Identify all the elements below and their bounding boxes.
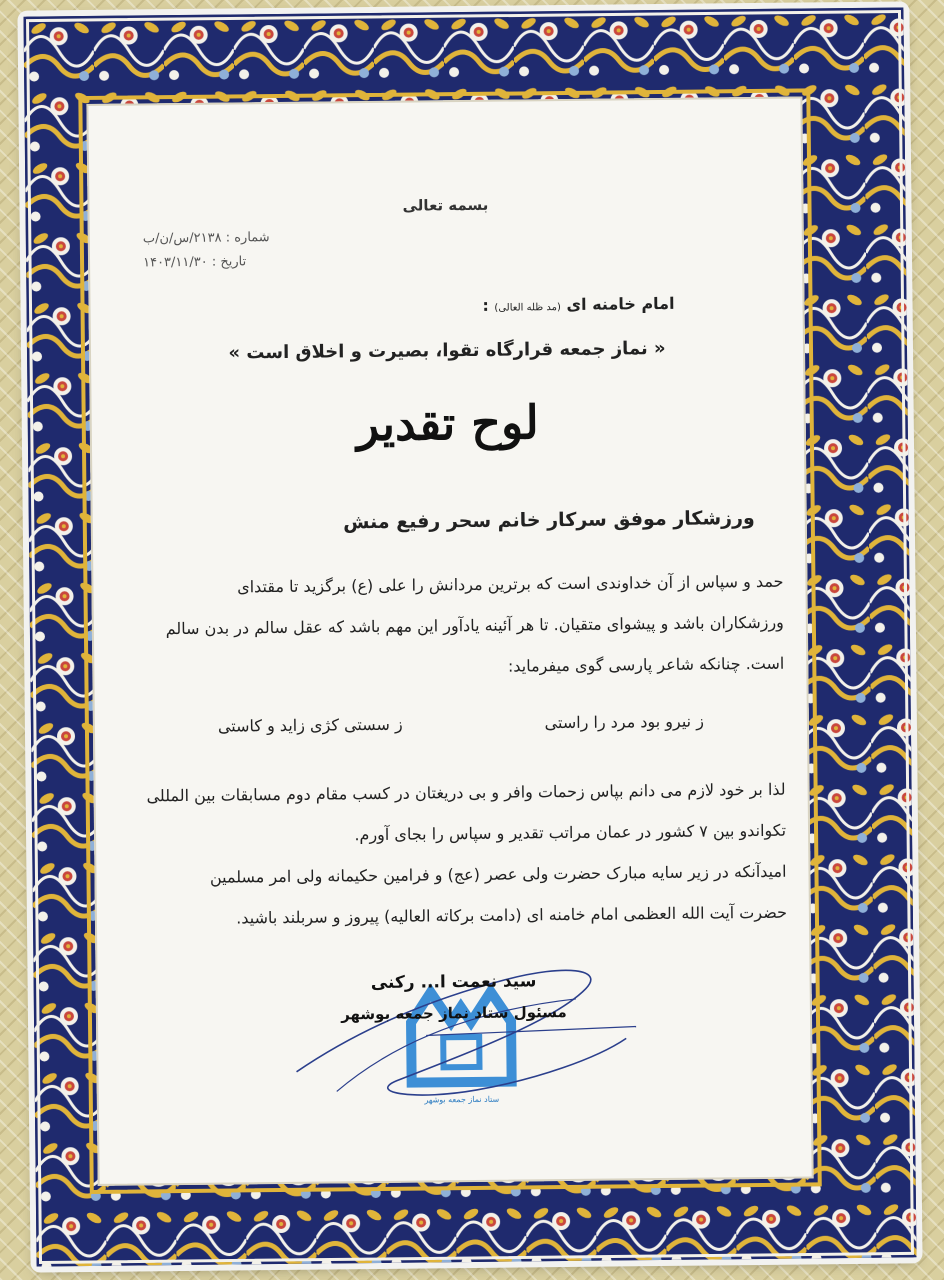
- body-line: است. چنانکه شاعر پارسی گوی میفرماید:: [507, 653, 785, 676]
- closing-line: لذا بر خود لازم می دانم بپاس زحمات وافر و بی دریغتان در کسب مقام دوم مسابقات بین المللی: [146, 779, 786, 806]
- closing-line: امیدآنکه در زیر سایه مبارک حضرت ولی عصر (عج) و فرامین حکیمانه ولی امر مسلمین: [209, 861, 787, 887]
- signer-name: سید نعمت ا... رکنی: [370, 971, 537, 994]
- recipient-name: ورزشکار موفق سرکار خانم سحر رفیع منش: [343, 507, 755, 534]
- body-paragraph: [117, 561, 784, 691]
- letter-number: [143, 230, 270, 246]
- closing-paragraph: [119, 769, 787, 940]
- letter-date: [143, 254, 246, 270]
- stamp-text: ستاد نماز جمعه بوشهر: [424, 1094, 500, 1105]
- body-line: ورزشکاران باشد و پیشوای متقیان. تا هر آئینه یادآور این مهم باشد که عقل سالم در بدن سالم: [165, 612, 784, 639]
- date-label: تاریخ :: [211, 254, 247, 270]
- closing-line: تکواندو بین ۷ کشور در عمان مراتب تقدیر و سپاس را بجای آورم.: [354, 820, 787, 845]
- body-line: حمد و سپاس از آن خداوندی است که برترین مردانش را علی (ع) برگزید تا مقتدای: [237, 571, 784, 597]
- quote-author-name: امام خامنه ای: [566, 293, 675, 314]
- date-value: ۱۴۰۳/۱۱/۳۰: [142, 254, 208, 271]
- number-label: شماره :: [225, 230, 270, 246]
- poem-first-hemistich: ز نیرو بود مرد را راستی: [544, 711, 704, 733]
- number-value: ۲۱۳۸/س/ن/ب: [142, 230, 222, 247]
- quote-text: « نماز جمعه قرارگاه تقوا، بصیرت و اخلاق است »: [228, 337, 666, 364]
- handwritten-signature: [275, 938, 637, 1112]
- poem-second-hemistich: ز سستی کژی زاید و کاستی: [217, 714, 403, 736]
- certificate-frame: [23, 7, 916, 1266]
- signer-title: مسئول ستاد نماز جمعه بوشهر: [341, 1003, 567, 1024]
- closing-line: حضرت آیت الله العظمی امام خامنه ای (دامت برکاته العالیه) پیروز و سربلند باشید.: [236, 902, 787, 928]
- quote-author: [482, 294, 674, 315]
- certificate-paper: [86, 96, 813, 1185]
- bismillah-heading: بسمه تعالی: [402, 195, 489, 215]
- certificate-title: لوح تقدیر: [356, 395, 539, 452]
- quote-author-honorific: (مد ظله العالی): [494, 302, 561, 314]
- quote-author-colon: :: [482, 295, 489, 315]
